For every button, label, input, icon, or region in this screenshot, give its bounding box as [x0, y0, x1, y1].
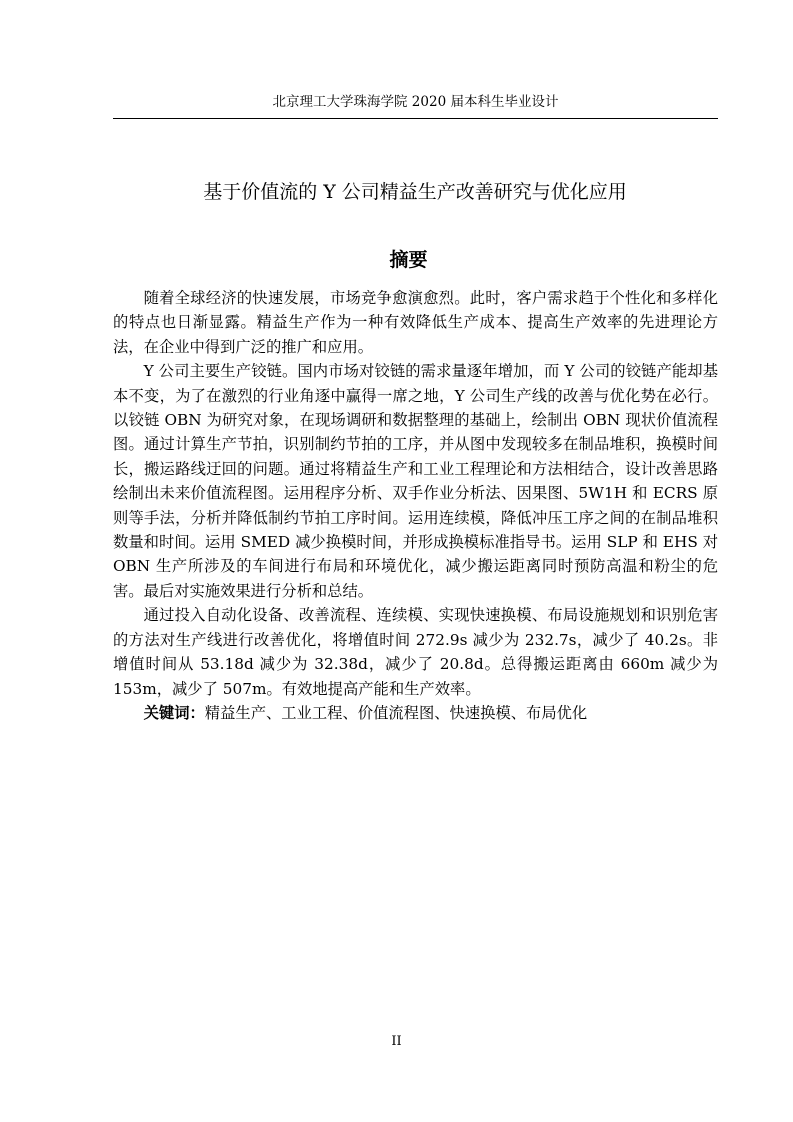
header-rule [113, 118, 718, 119]
page-header: 北京理工大学珠海学院 2020 届本科生毕业设计 [272, 94, 559, 110]
page-number: II [391, 1034, 402, 1049]
keywords-line [113, 701, 718, 725]
abstract-paragraph-3: 通过投入自动化设备、改善流程、连续模、实现快速换模、布局设施规划和识别危害的方法对生产线进行改善优化，将增值时间 272.9s 减少为 232.7s，减少了 40.2s。非增值时间从 53.18d 减少为 32.38d，减少了 20.8d。总得搬运距离由 660m 减少为 153m，减少了 507m。有效地提高产能和生产效率。 [113, 606, 718, 698]
abstract-heading: 摘要 [389, 249, 428, 271]
keywords-label: 关键词： [143, 703, 205, 722]
abstract-body [113, 286, 718, 725]
abstract-paragraph-2: Y 公司主要生产铰链。国内市场对铰链的需求量逐年增加，而 Y 公司的铰链产能却基本不变，为了在激烈的行业角逐中赢得一席之地，Y 公司生产线的改善与优化势在必行。以铰链 OBN 为研究对象，在现场调研和数据整理的基础上，绘制出 OBN 现状价值流程图。通过计算生产节拍，识别制约节拍的工序，并从图中发现较多在制品堆积，换模时间长，搬运路线迂回的问题。通过将精益生产和工业工程理论和方法相结合，设计改善思路绘制出未来价值流程图。运用程序分析、双手作业分析法、因果图、5W1H 和 ECRS 原则等手法，分析并降低制约节拍工序时间。运用连续模，降低冲压工序之间的在制品堆积数量和时间。运用 SMED 减少换模时间，并形成换模标准指导书。运用 SLP 和 EHS 对 OBN 生产所涉及的车间进行布局和环境优化，减少搬运距离同时预防高温和粉尘的危害。最后对实施效果进行分析和总结。 [113, 362, 718, 600]
abstract-paragraph-1: 随着全球经济的快速发展，市场竞争愈演愈烈。此时，客户需求趋于个性化和多样化的特点也日渐显露。精益生产作为一种有效降低生产成本、提高生产效率的先进理论方法，在企业中得到广泛的推广和应用。 [113, 289, 718, 356]
keywords-list: 精益生产、工业工程、价值流程图、快速换模、布局优化 [204, 703, 588, 722]
document-title: 基于价值流的 Y 公司精益生产改善研究与优化应用 [203, 181, 627, 203]
